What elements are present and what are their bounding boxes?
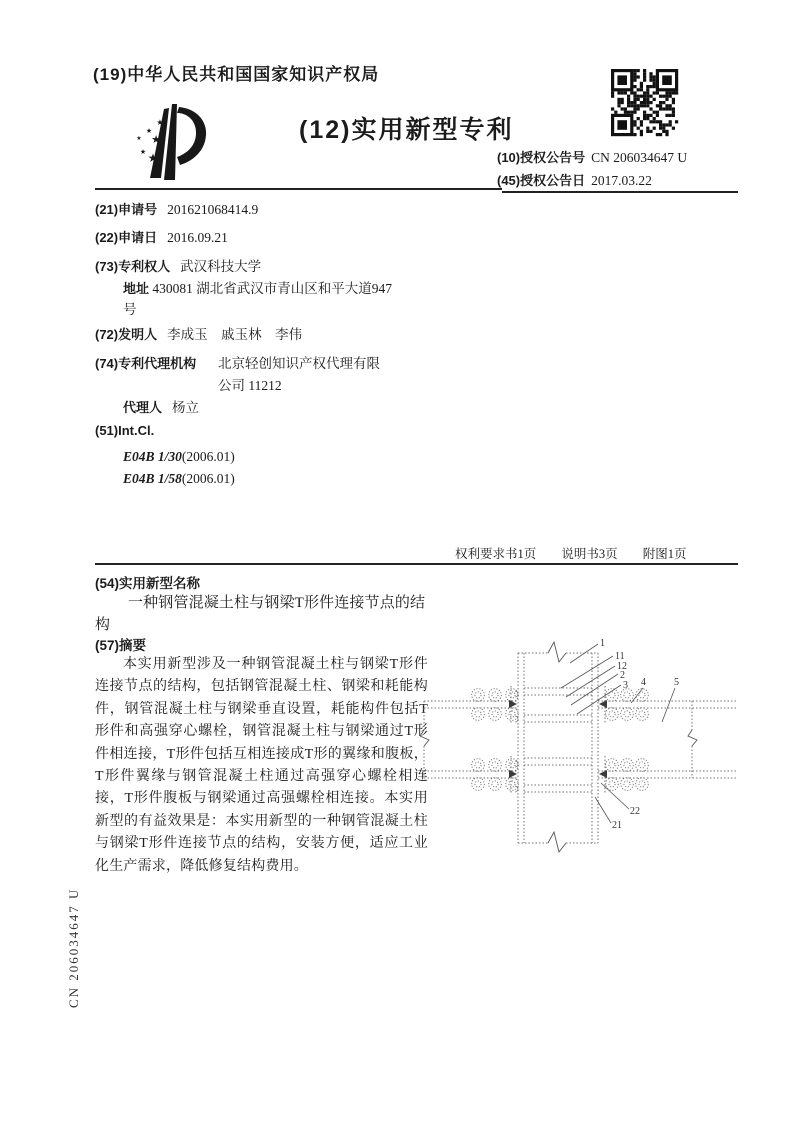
app-date-label: (22)申请日 xyxy=(95,230,158,245)
agency-label: (74)专利代理机构 xyxy=(95,356,197,371)
pub-no-value: CN 206034647 U xyxy=(591,150,688,165)
app-no-value: 201621068414.9 xyxy=(167,202,259,217)
publication-date-row xyxy=(497,170,652,189)
field-agent xyxy=(123,396,199,416)
qr-code xyxy=(608,66,682,140)
intcl-label: (51)Int.Cl. xyxy=(95,423,155,438)
agency-value: 北京轻创知识产权代理有限公司 11212 xyxy=(218,356,380,393)
intcl-version: (2006.01) xyxy=(181,449,235,464)
publication-number-row xyxy=(497,147,687,166)
inventors-value: 李成玉 戚玉林 李伟 xyxy=(167,327,303,342)
svg-text:★: ★ xyxy=(151,134,161,146)
logo-hook xyxy=(177,107,206,165)
patent-office-name: (19)中华人民共和国国家知识产权局 xyxy=(93,65,380,84)
vertical-doc-id: CN 206034647 U xyxy=(66,887,81,1008)
abstract-text: 本实用新型涉及一种钢管混凝土柱与钢梁T形件连接节点的结构，包括钢管混凝土柱、钢梁和耗能构件，钢管混凝土柱与钢梁垂直设置，耗能构件包括T形件和高强穿心螺栓，钢管混凝土柱与钢梁通过T形件相连接，T形件包括互相连接成T形的翼缘和腹板，T形件翼缘与钢管混凝土柱通过高强穿心螺栓相连接，T形件腹板与钢梁通过高强螺栓相连接。本实用新型的有益效果是：本实用新型的一种钢管混凝土柱与钢梁T形件连接节点的结构，安装方便，适应工业化生产需求，降低修复结构费用。 xyxy=(95,657,428,874)
claims-pages: 权利要求书1页 xyxy=(455,547,537,561)
section-divider xyxy=(95,563,738,565)
figure-label-11: 11 xyxy=(615,651,625,662)
agent-label: 代理人 xyxy=(123,400,163,415)
svg-text:★: ★ xyxy=(156,118,164,127)
intcl-entry xyxy=(123,471,235,487)
figure-bolts xyxy=(472,689,649,791)
doc-type-title: (12)实用新型专利 xyxy=(299,116,514,144)
figure-label-12: 12 xyxy=(617,661,627,672)
header-rule-left xyxy=(95,188,502,190)
patentee-label: (73)专利权人 xyxy=(95,259,171,274)
abstract-section-label: (57)摘要 xyxy=(95,638,147,653)
figure-break-symbols xyxy=(420,642,697,852)
address-value: 430081 湖北省武汉市青山区和平大道947号 xyxy=(123,281,393,317)
patentee-value: 武汉科技大学 xyxy=(180,259,262,274)
field-inventors xyxy=(95,323,302,343)
figure-label-22: 22 xyxy=(630,806,640,817)
field-application-number xyxy=(95,199,258,218)
svg-text:★: ★ xyxy=(139,148,147,156)
figure-beams xyxy=(424,701,738,778)
figure-label-5: 5 xyxy=(674,677,679,688)
pub-no-label: (10)授权公告号 xyxy=(497,150,586,165)
svg-text:★: ★ xyxy=(136,136,142,142)
joint-structure-figure xyxy=(420,618,740,856)
header-rule-right xyxy=(502,191,738,193)
pages-info xyxy=(455,544,687,562)
intcl-version: (2006.01) xyxy=(181,471,235,486)
figure-label-2: 2 xyxy=(620,670,625,681)
figure-label-3: 3 xyxy=(623,680,628,691)
agent-value: 杨立 xyxy=(172,400,200,415)
description-pages: 说明书3页 xyxy=(561,547,618,561)
intcl-code: E04B 1/58 xyxy=(123,471,182,486)
figure-label-1: 1 xyxy=(600,638,605,649)
figure-labels xyxy=(600,638,679,831)
inventors-label: (72)发明人 xyxy=(95,327,158,342)
address-label: 地址 xyxy=(123,281,150,296)
field-application-date xyxy=(95,227,228,246)
intcl-entry xyxy=(123,449,235,465)
app-date-value: 2016.09.21 xyxy=(167,230,228,245)
name-section-label: (54)实用新型名称 xyxy=(95,576,201,591)
svg-text:★: ★ xyxy=(147,151,159,165)
field-patentee xyxy=(95,255,261,275)
drawings-pages: 附图1页 xyxy=(642,547,687,561)
pub-date-label: (45)授权公告日 xyxy=(497,173,586,188)
cnipa-logo xyxy=(126,100,220,188)
figure-label-4: 4 xyxy=(641,677,646,688)
svg-text:★: ★ xyxy=(145,127,153,135)
field-address xyxy=(123,278,399,320)
pub-date-value: 2017.03.22 xyxy=(591,173,652,188)
intcl-code: E04B 1/30 xyxy=(123,449,182,464)
figure-label-21: 21 xyxy=(612,820,622,831)
invention-title: 一种钢管混凝土柱与钢梁T形件连接节点的结构 xyxy=(95,595,425,633)
app-no-label: (21)申请号 xyxy=(95,202,158,217)
